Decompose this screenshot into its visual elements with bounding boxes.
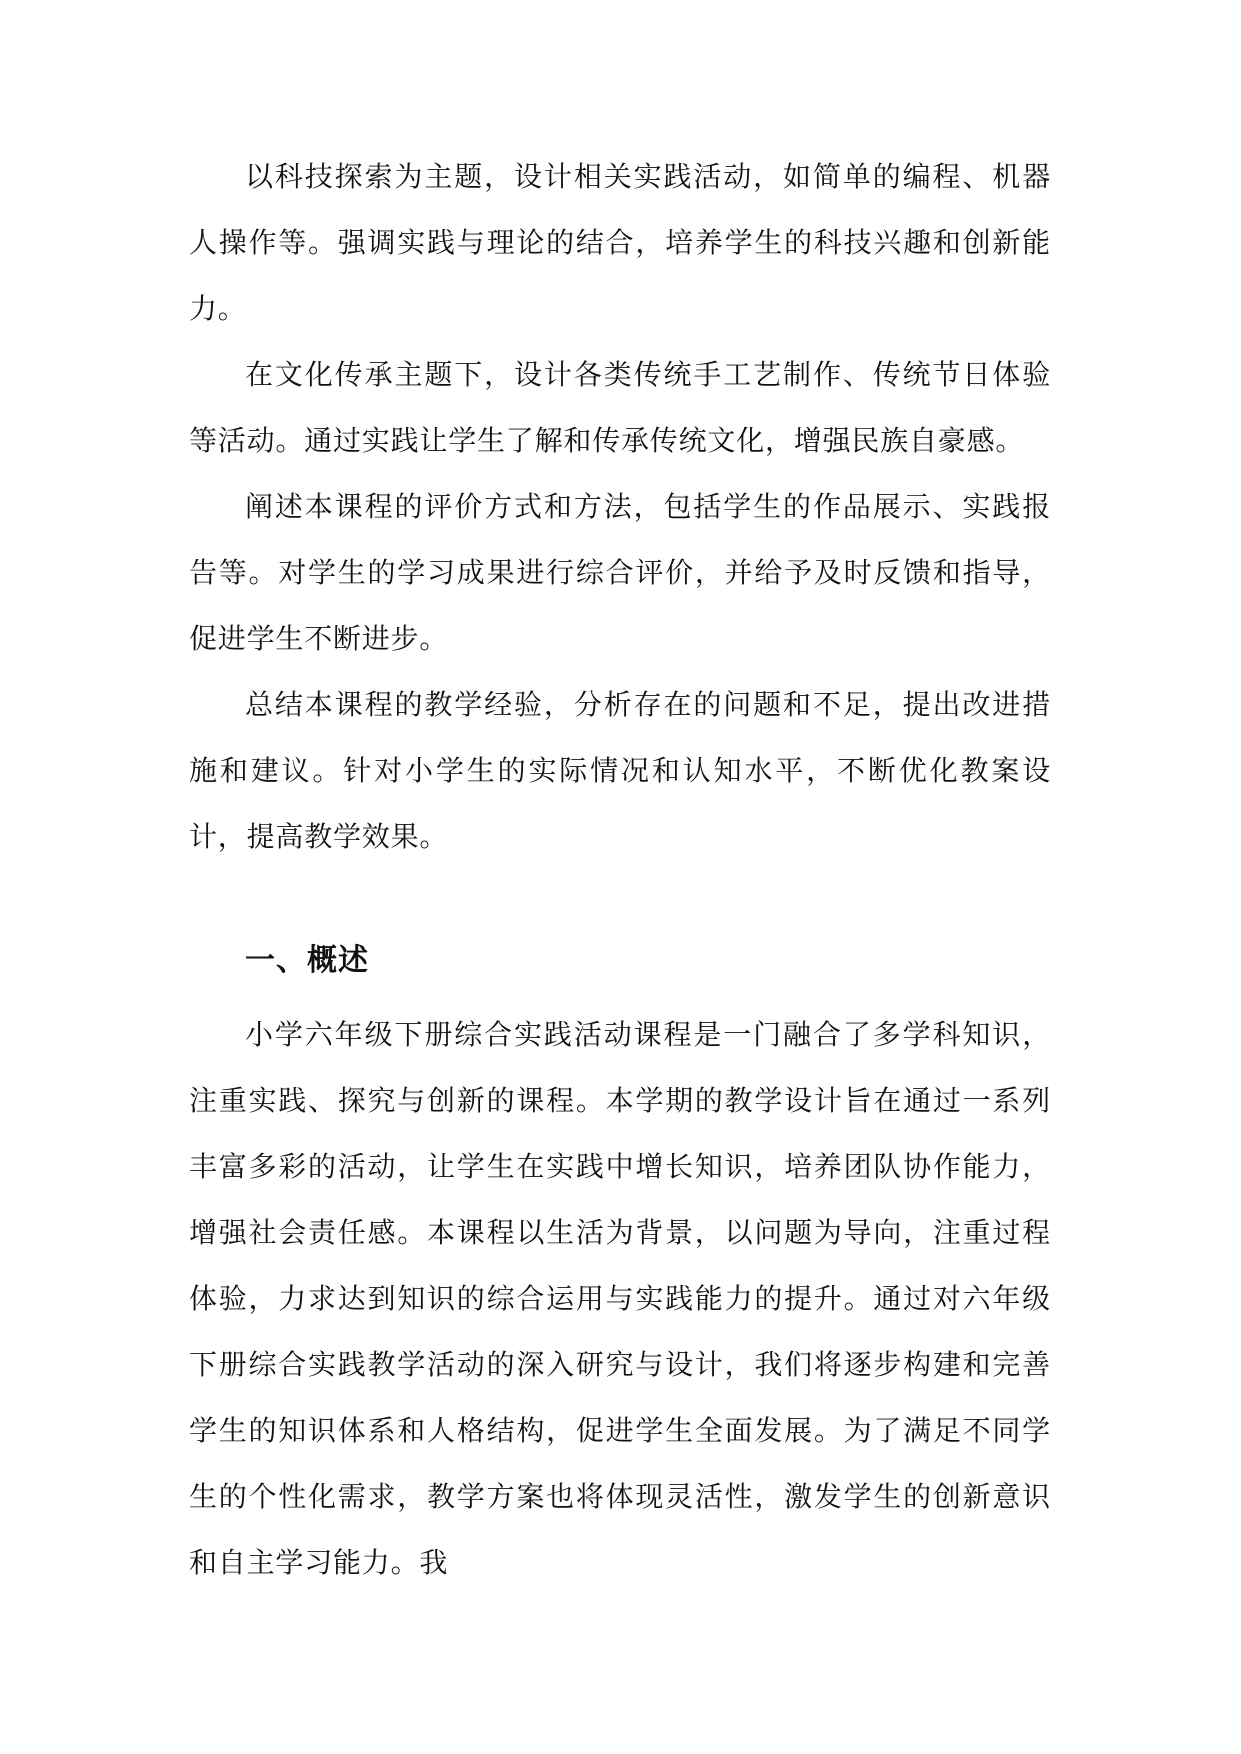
paragraph-tech-exploration: 以科技探索为主题，设计相关实践活动，如简单的编程、机器人操作等。强调实践与理论的结合，培养学生的科技兴趣和创新能力。 [189, 160, 1051, 325]
paragraph-evaluation: 阐述本课程的评价方式和方法，包括学生的作品展示、实践报告等。对学生的学习成果进行综合评价，并给予及时反馈和指导，促进学生不断进步。 [189, 490, 1051, 655]
paragraph-summary: 总结本课程的教学经验，分析存在的问题和不足，提出改进措施和建议。针对小学生的实际情况和认知水平，不断优化教案设计，提高教学效果。 [189, 688, 1051, 853]
document-body [189, 144, 1051, 1596]
section-heading-overview: 一、概述 [245, 943, 369, 978]
paragraph-cultural-heritage: 在文化传承主题下，设计各类传统手工艺制作、传统节日体验等活动。通过实践让学生了解和传承传统文化，增强民族自豪感。 [189, 358, 1051, 457]
paragraph-overview: 小学六年级下册综合实践活动课程是一门融合了多学科知识，注重实践、探究与创新的课程。本学期的教学设计旨在通过一系列丰富多彩的活动，让学生在实践中增长知识，培养团队协作能力，增强社会责任感。本课程以生活为背景，以问题为导向，注重过程体验，力求达到知识的综合运用与实践能力的提升。通过对六年级下册综合实践教学活动的深入研究与设计，我们将逐步构建和完善学生的知识体系和人格结构，促进学生全面发展。为了满足不同学生的个性化需求，教学方案也将体现灵活性，激发学生的创新意识和自主学习能力。我 [189, 1018, 1051, 1579]
